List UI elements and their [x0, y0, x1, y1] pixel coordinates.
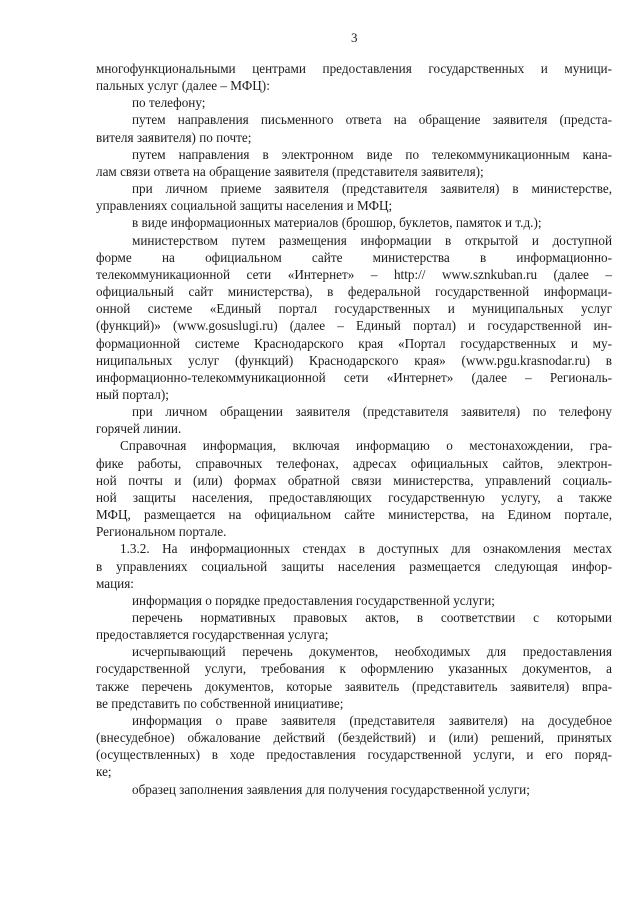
paragraph — [96, 781, 612, 798]
text-line: мация: — [96, 575, 134, 591]
text-line: официальный сайт министерства), в федеральной государственной информаци- — [96, 284, 612, 300]
text-line: ниципальных услуг (функций) Краснодарского края» (www.pgu.krasnodar.ru) в — [96, 352, 612, 368]
paragraph — [96, 232, 612, 404]
paragraph — [96, 712, 612, 781]
text-line: пальных услуг (далее – МФЦ): — [96, 78, 270, 94]
text-line: онной системе «Единый портал государственных и муниципальных услуг — [96, 301, 612, 317]
text-line: Региональном портале. — [96, 524, 227, 540]
text-line: ный портал); — [96, 386, 169, 402]
text-line: ве представить по собственной инициативе; — [96, 695, 344, 711]
paragraph — [96, 592, 612, 609]
paragraph — [96, 180, 612, 214]
text-line: государственной услуги, требования к оформлению указанных документов, а — [96, 661, 612, 677]
text-line: информация о праве заявителя (представителя заявителя) на досудебное — [132, 712, 612, 728]
text-line: исчерпывающий перечень документов, необходимых для предоставления — [132, 644, 612, 660]
text-line: (внесудебное) обжалование действий (бездействий) и (или) решений, принятых — [96, 730, 612, 746]
text-line: путем направления в электронном виде по телекоммуникационным кана- — [132, 146, 612, 162]
text-line: предоставляется государственная услуга; — [96, 627, 329, 643]
text-line: при личном приеме заявителя (представителя заявителя) в министерстве, — [132, 181, 612, 197]
paragraph — [96, 94, 612, 111]
paragraph — [96, 437, 612, 540]
text-line: ной почты и (или) формах обратной связи министерства, управлений социаль- — [96, 472, 612, 488]
paragraph — [96, 214, 612, 231]
paragraph — [96, 540, 612, 591]
paragraph — [96, 643, 612, 712]
text-line: форме на официальном сайте министерства в информационно- — [96, 249, 612, 265]
text-line: (функций)» (www.gosuslugi.ru) (далее – Единый портал) и государственной ин- — [96, 318, 612, 334]
text-line: перечень нормативных правовых актов, в соответствии с которыми — [132, 610, 612, 625]
text-line: ке; — [96, 764, 112, 780]
text-line: также перечень документов, которые заявитель (представитель заявителя) впра- — [96, 678, 612, 694]
text-line: лам связи ответа на обращение заявителя (представителя заявителя); — [96, 163, 484, 179]
page-number: 3 — [351, 30, 358, 45]
text-line: формационной системе Краснодарского края «Портал государственных и му- — [96, 335, 612, 351]
text-line: управлениях социальной защиты населения и МФЦ; — [96, 198, 393, 214]
text-line: в управлениях социальной защиты населения размещается следующая инфор- — [96, 558, 612, 574]
text-line: 1.3.2. На информационных стендах в доступных для ознакомления местах — [120, 541, 612, 557]
paragraph — [96, 60, 612, 94]
paragraph — [96, 609, 612, 643]
text-line: телекоммуникационной сети «Интернет» – http:// www.sznkuban.ru (далее – — [96, 266, 612, 282]
text-line: путем направления письменного ответа на обращение заявителя (предста- — [132, 112, 612, 128]
text-line: ной защиты населения, предоставляющих государственную услугу, а также — [96, 489, 612, 505]
text-line: по телефону; — [132, 95, 206, 111]
text-line: в виде информационных материалов (брошюр, буклетов, памяток и т.д.); — [132, 215, 542, 231]
paragraph — [96, 146, 612, 180]
text-line: горячей линии. — [96, 421, 182, 437]
text-line: министерством путем размещения информации в открытой и доступной — [132, 232, 612, 248]
paragraph — [96, 403, 612, 437]
text-line: МФЦ, размещается на официальном сайте министерства, на Едином портале, — [96, 507, 612, 523]
text-line: образец заполнения заявления для получения государственной услуги; — [132, 781, 530, 797]
text-line: (осуществленных) в ходе предоставления государственной услуги, и его поряд- — [96, 747, 612, 763]
paragraph — [96, 111, 612, 145]
text-line: многофункциональными центрами предоставления государственных и муници- — [96, 61, 612, 76]
text-line: Справочная информация, включая информацию о местонахождении, гра- — [120, 438, 612, 454]
text-line: при личном обращении заявителя (представителя заявителя) по телефону — [132, 404, 612, 420]
document-body — [96, 60, 612, 798]
text-line: информационно-телекоммуникационной сети «Интернет» (далее – Региональ- — [96, 369, 612, 385]
text-line: вителя заявителя) по почте; — [96, 129, 252, 145]
text-line: фике работы, справочных телефонах, адресах официальных сайтов, электрон- — [96, 455, 612, 471]
text-line: информация о порядке предоставления государственной услуги; — [132, 592, 495, 608]
